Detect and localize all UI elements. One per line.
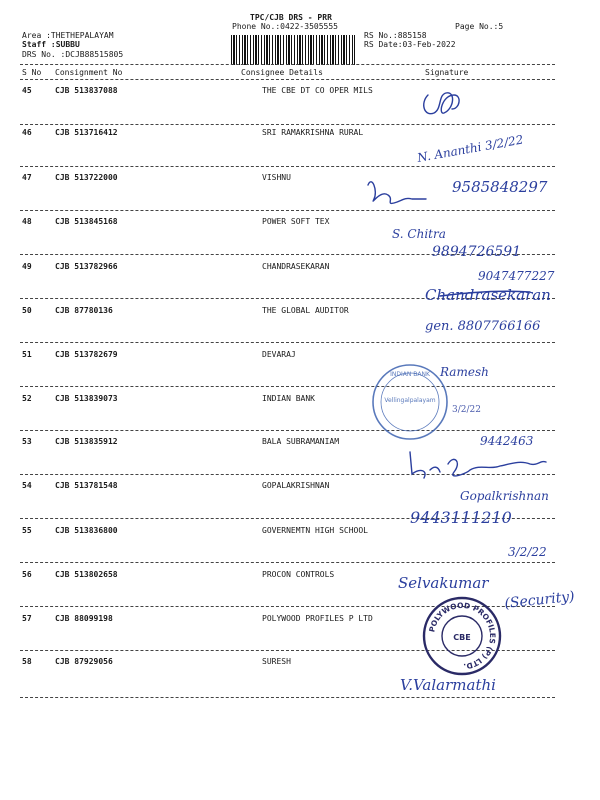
table-row xyxy=(0,570,600,614)
rs-number: RS No.:885158 xyxy=(364,31,427,40)
row-sno: 46 xyxy=(22,128,32,137)
polywood-stamp-center: CBE xyxy=(453,633,471,642)
column-signature: Signature xyxy=(425,68,469,77)
handwriting-46: N. Ananthi 3/2/22 xyxy=(416,132,525,165)
row-consignment: CJB 87929056 xyxy=(55,657,113,666)
column-consignment: Consignment No xyxy=(55,68,123,77)
row-sno: 50 xyxy=(22,306,32,315)
table-row xyxy=(0,350,600,394)
row-sno: 57 xyxy=(22,614,32,623)
row-consignment: CJB 87780136 xyxy=(55,306,113,315)
row-consignee: CHANDRASEKARAN xyxy=(262,262,330,271)
row-consignee: THE GLOBAL AUDITOR xyxy=(262,306,349,315)
row-consignee: POWER SOFT TEX xyxy=(262,217,330,226)
row-divider xyxy=(20,342,555,343)
row-consignment: CJB 513781548 xyxy=(55,481,118,490)
row-sno: 47 xyxy=(22,173,32,182)
column-consignee: Consignee Details xyxy=(241,68,323,77)
table-row xyxy=(0,657,600,701)
column-sno: S No xyxy=(22,68,42,77)
handwriting-56-name: Selvakumar xyxy=(398,574,489,592)
row-sno: 53 xyxy=(22,437,32,446)
handwriting-48-phone: 9894726591 xyxy=(432,244,522,260)
handwriting-54-name: Gopalkrishnan xyxy=(460,489,549,503)
barcode xyxy=(231,35,355,65)
row-sno: 55 xyxy=(22,526,32,535)
row-sno: 51 xyxy=(22,350,32,359)
row-consignment: CJB 513835912 xyxy=(55,437,118,446)
handwriting-50: gen. 8807766166 xyxy=(425,319,541,334)
row-divider xyxy=(20,562,555,563)
row-consignment: CJB 513722000 xyxy=(55,173,118,182)
bank-stamp-name: INDIAN BANK xyxy=(390,371,430,378)
staff-field: Staff :SUBBU xyxy=(22,40,80,49)
row-consignment: CJB 513782679 xyxy=(55,350,118,359)
table-row xyxy=(0,394,600,438)
row-divider xyxy=(20,606,555,607)
handwriting-55-phone: 9443111210 xyxy=(410,508,512,527)
row-consignee: DEVARAJ xyxy=(262,350,296,359)
row-divider xyxy=(20,430,555,431)
row-consignee: THE CBE DT CO OPER MILS xyxy=(262,86,373,95)
row-consignee: SRI RAMAKRISHNA RURAL xyxy=(262,128,364,137)
bank-stamp-date: 3/2/22 xyxy=(452,405,481,415)
row-consignment: CJB 513782966 xyxy=(55,262,118,271)
row-consignee: PROCON CONTROLS xyxy=(262,570,335,579)
row-consignment: CJB 513716412 xyxy=(55,128,118,137)
row-consignee: GOPALAKRISHNAN xyxy=(262,481,330,490)
row-consignment: CJB 88099198 xyxy=(55,614,113,623)
rs-date: RS Date:03-Feb-2022 xyxy=(364,40,456,49)
row-divider xyxy=(20,474,555,475)
row-consignee: BALA SUBRAMANIAM xyxy=(262,437,340,446)
handwriting-49-phone: 9047477227 xyxy=(478,269,555,283)
handwriting-55-date: 3/2/22 xyxy=(508,545,547,559)
row-divider xyxy=(20,210,555,211)
row-divider xyxy=(20,518,555,519)
row-sno: 58 xyxy=(22,657,32,666)
table-row xyxy=(0,526,600,570)
page-number: Page No.:5 xyxy=(455,22,504,31)
row-divider xyxy=(20,254,555,255)
row-sno: 54 xyxy=(22,481,32,490)
row-sno: 49 xyxy=(22,262,32,271)
row-consignee: VISHNU xyxy=(262,173,291,182)
row-consignment: CJB 513839073 xyxy=(55,394,118,403)
table-row xyxy=(0,614,600,658)
handwriting-49-name: Chandrasekaran xyxy=(425,286,551,304)
row-divider xyxy=(20,166,555,167)
area-field: Area :THETHEPALAYAM xyxy=(22,31,114,40)
bank-stamp-place: Vellingalpalayam xyxy=(384,397,436,404)
row-consignment: CJB 513845168 xyxy=(55,217,118,226)
sheet-title: TPC/CJB DRS - PRR xyxy=(250,13,332,22)
row-consignee: POLYWOOD PROFILES P LTD xyxy=(262,614,373,623)
row-sno: 52 xyxy=(22,394,32,403)
row-divider xyxy=(20,697,555,698)
row-divider xyxy=(20,298,555,299)
handwriting-48-name: S. Chitra xyxy=(392,227,446,241)
row-divider xyxy=(20,386,555,387)
handwriting-47-phone: 9585848297 xyxy=(452,178,548,196)
table-row xyxy=(0,262,600,306)
header-divider xyxy=(20,64,555,65)
polywood-stamp-ring: POLYWOOD PROFILES (P) LTD. xyxy=(427,600,498,672)
row-consignment: CJB 513836800 xyxy=(55,526,118,535)
column-divider xyxy=(20,79,555,80)
drs-number: DRS No. :DCJB88515805 xyxy=(22,50,124,59)
row-consignee: INDIAN BANK xyxy=(262,394,315,403)
handwriting-56-note: (Security) xyxy=(503,588,576,612)
row-divider xyxy=(20,124,555,125)
phone-number: Phone No.:0422-3505555 xyxy=(232,22,338,31)
table-row xyxy=(0,306,600,350)
row-consignment: CJB 513837088 xyxy=(55,86,118,95)
handwriting-58-name: V.Valarmathi xyxy=(400,676,496,694)
handwriting-51: Ramesh xyxy=(440,365,489,379)
row-sno: 48 xyxy=(22,217,32,226)
row-sno: 45 xyxy=(22,86,32,95)
row-consignee: SURESH xyxy=(262,657,291,666)
row-divider xyxy=(20,650,555,651)
handwriting-53-phone: 9442463 xyxy=(480,434,534,448)
row-sno: 56 xyxy=(22,570,32,579)
row-consignment: CJB 513802658 xyxy=(55,570,118,579)
row-consignee: GOVERNEMTN HIGH SCHOOL xyxy=(262,526,368,535)
